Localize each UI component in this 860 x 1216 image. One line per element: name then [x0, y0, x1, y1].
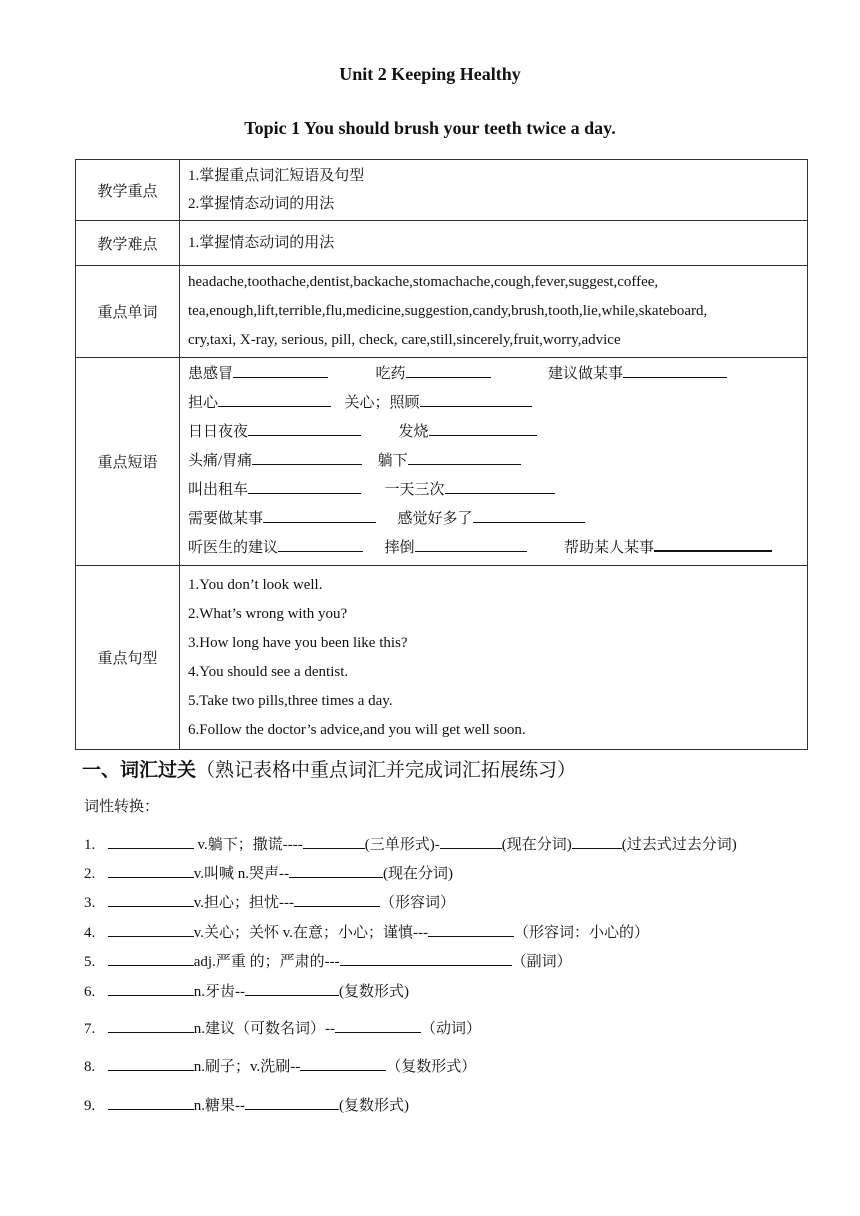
answer-blank[interactable]	[252, 450, 362, 465]
exercise-number: 5.	[84, 954, 96, 970]
answer-blank[interactable]	[445, 479, 555, 494]
exercise-text: (复数形式)	[339, 984, 409, 1000]
sentence-item: 4.You should see a dentist.	[188, 663, 349, 680]
answer-blank[interactable]	[420, 392, 532, 407]
phrase-text: 日日夜夜	[188, 424, 249, 440]
answer-blank[interactable]	[340, 951, 512, 966]
exercise-text: v.叫喊 n.哭声--	[193, 866, 290, 882]
exercise-number: 4.	[84, 925, 96, 941]
phrase-text: 叫出租车	[188, 482, 249, 498]
sentence-item: 3.How long have you been like this?	[188, 634, 408, 651]
exercise-item	[84, 921, 649, 942]
phrase-text: 吃药	[375, 366, 406, 382]
exercise-item	[84, 950, 572, 971]
answer-blank[interactable]	[294, 892, 380, 907]
answer-blank[interactable]	[108, 1056, 194, 1071]
exercise-item	[84, 1094, 409, 1115]
focus-item-1: 1.掌握重点词汇短语及句型	[188, 168, 365, 184]
sentence-item: 6.Follow the doctor’s advice,and you will get well soon.	[188, 721, 526, 738]
exercise-text: v.担心；担忧---	[193, 895, 295, 911]
exercise-number: 2.	[84, 866, 96, 882]
answer-blank[interactable]	[429, 421, 537, 436]
answer-blank[interactable]	[108, 981, 194, 996]
difficult-item-1: 1.掌握情态动词的用法	[188, 235, 335, 251]
row-sentences	[76, 566, 808, 750]
focus-content	[180, 160, 808, 221]
phrase-text: 头痛/胃痛	[188, 453, 253, 469]
phrase-text: 关心；照顾	[344, 395, 420, 411]
words-content	[180, 266, 808, 358]
exercise-item	[84, 833, 737, 854]
difficult-content	[180, 221, 808, 266]
phrase-line	[188, 418, 799, 447]
words-line-3: cry,taxi, X-ray, serious, pill, check, care,still,sincerely,fruit,worry,advice	[188, 332, 621, 348]
exercise-text: v.躺下；撒谎----	[197, 837, 303, 853]
exercise-text: (现在分词)	[501, 837, 572, 853]
phrase-text: 躺下	[377, 453, 408, 469]
section-heading	[82, 755, 576, 782]
lesson-table	[75, 159, 808, 750]
row-words	[76, 266, 808, 358]
exercise-number: 3.	[84, 895, 96, 911]
section-heading-bold: 一、词汇过关	[82, 759, 197, 781]
label-sentences: 重点句型	[76, 566, 180, 750]
answer-blank[interactable]	[108, 1095, 194, 1110]
exercise-text: n.建议（可数名词）--	[193, 1021, 335, 1037]
phrases-content	[180, 358, 808, 566]
answer-blank[interactable]	[415, 537, 527, 552]
phrase-line	[188, 389, 799, 418]
answer-blank[interactable]	[335, 1018, 421, 1033]
answer-blank[interactable]	[278, 537, 363, 552]
phrase-line	[188, 476, 799, 505]
exercise-text: （动词）	[421, 1021, 482, 1037]
answer-blank[interactable]	[300, 1056, 386, 1071]
row-focus	[76, 160, 808, 221]
exercise-item	[84, 1055, 476, 1076]
sentence-item: 2.What’s wrong with you?	[188, 605, 348, 622]
answer-blank[interactable]	[440, 834, 502, 849]
phrase-line	[188, 534, 799, 563]
exercise-number: 1.	[84, 837, 96, 853]
answer-blank[interactable]	[245, 981, 339, 996]
answer-blank[interactable]	[303, 834, 365, 849]
answer-blank[interactable]	[473, 508, 585, 523]
answer-blank[interactable]	[245, 1095, 339, 1110]
exercise-text: (复数形式)	[339, 1098, 409, 1114]
answer-blank[interactable]	[428, 922, 514, 937]
exercise-number: 6.	[84, 984, 96, 1000]
answer-blank[interactable]	[289, 863, 383, 878]
exercise-text: （复数形式）	[386, 1059, 477, 1075]
label-difficult: 教学难点	[76, 221, 180, 266]
section-heading-rest: （熟记表格中重点词汇并完成词汇拓展练习）	[196, 759, 577, 781]
sentences-content	[180, 566, 808, 750]
answer-blank[interactable]	[623, 363, 727, 378]
answer-blank[interactable]	[406, 363, 491, 378]
phrase-text: 帮助某人某事	[564, 540, 655, 556]
exercise-number: 8.	[84, 1059, 96, 1075]
answer-blank[interactable]	[108, 892, 194, 907]
exercise-text: (过去式过去分词)	[621, 837, 737, 853]
exercise-item	[84, 1017, 481, 1038]
answer-blank[interactable]	[263, 508, 376, 523]
phrase-text: 患感冒	[188, 366, 234, 382]
phrase-text: 听医生的建议	[188, 540, 279, 556]
answer-blank[interactable]	[233, 363, 328, 378]
phrase-text: 发烧	[398, 424, 429, 440]
exercise-text: n.糖果--	[193, 1098, 245, 1114]
phrase-line	[188, 360, 799, 389]
answer-blank[interactable]	[248, 421, 361, 436]
words-line-2: tea,enough,lift,terrible,flu,medicine,suggestion,candy,brush,tooth,lie,while,skateboard,	[188, 303, 708, 319]
row-phrases	[76, 358, 808, 566]
answer-blank[interactable]	[108, 1018, 194, 1033]
focus-item-2: 2.掌握情态动词的用法	[188, 196, 335, 212]
exercise-text: adj.严重 的；严肃的---	[193, 954, 340, 970]
phrase-text: 摔倒	[384, 540, 415, 556]
label-phrases: 重点短语	[76, 358, 180, 566]
exercise-text: （形容词：小心的）	[514, 925, 650, 941]
label-words: 重点单词	[76, 266, 180, 358]
exercise-text: (现在分词)	[383, 866, 454, 882]
answer-blank[interactable]	[108, 922, 194, 937]
exercise-text: （形容词）	[380, 895, 456, 911]
phrase-text: 感觉好多了	[397, 511, 473, 527]
topic-title: Topic 1 You should brush your teeth twice a day.	[244, 118, 616, 138]
answer-blank[interactable]	[108, 863, 194, 878]
phrase-text: 建议做某事	[548, 366, 624, 382]
exercise-number: 9.	[84, 1098, 96, 1114]
exercise-text: n.牙齿--	[193, 984, 245, 1000]
label-focus: 教学重点	[76, 160, 180, 221]
answer-blank[interactable]	[108, 951, 194, 966]
exercise-text: (三单形式)-	[364, 837, 440, 853]
exercise-text: （副词）	[511, 954, 572, 970]
words-line-1: headache,toothache,dentist,backache,stomachache,cough,fever,suggest,coffee,	[188, 274, 659, 290]
answer-blank[interactable]	[108, 834, 194, 849]
exercise-item	[84, 980, 409, 1001]
unit-title: Unit 2 Keeping Healthy	[339, 64, 521, 84]
phrase-text: 担心	[188, 395, 219, 411]
answer-blank[interactable]	[248, 479, 361, 494]
phrase-line	[188, 505, 799, 534]
sentence-item: 5.Take two pills,three times a day.	[188, 692, 393, 709]
answer-blank[interactable]	[218, 392, 331, 407]
section-subheading: 词性转换：	[84, 797, 160, 815]
answer-blank[interactable]	[654, 536, 772, 552]
exercise-item	[84, 862, 453, 883]
answer-blank[interactable]	[572, 834, 622, 849]
phrase-line	[188, 447, 799, 476]
answer-blank[interactable]	[408, 450, 521, 465]
exercise-item	[84, 891, 455, 912]
exercise-text: v.关心；关怀 v.在意；小心；谨慎---	[193, 925, 429, 941]
exercise-text: n.刷子；v.洗刷--	[193, 1059, 301, 1075]
exercise-number: 7.	[84, 1021, 96, 1037]
phrase-text: 需要做某事	[188, 511, 264, 527]
row-difficult	[76, 221, 808, 266]
sentence-item: 1.You don’t look well.	[188, 576, 323, 593]
phrase-text: 一天三次	[384, 482, 445, 498]
